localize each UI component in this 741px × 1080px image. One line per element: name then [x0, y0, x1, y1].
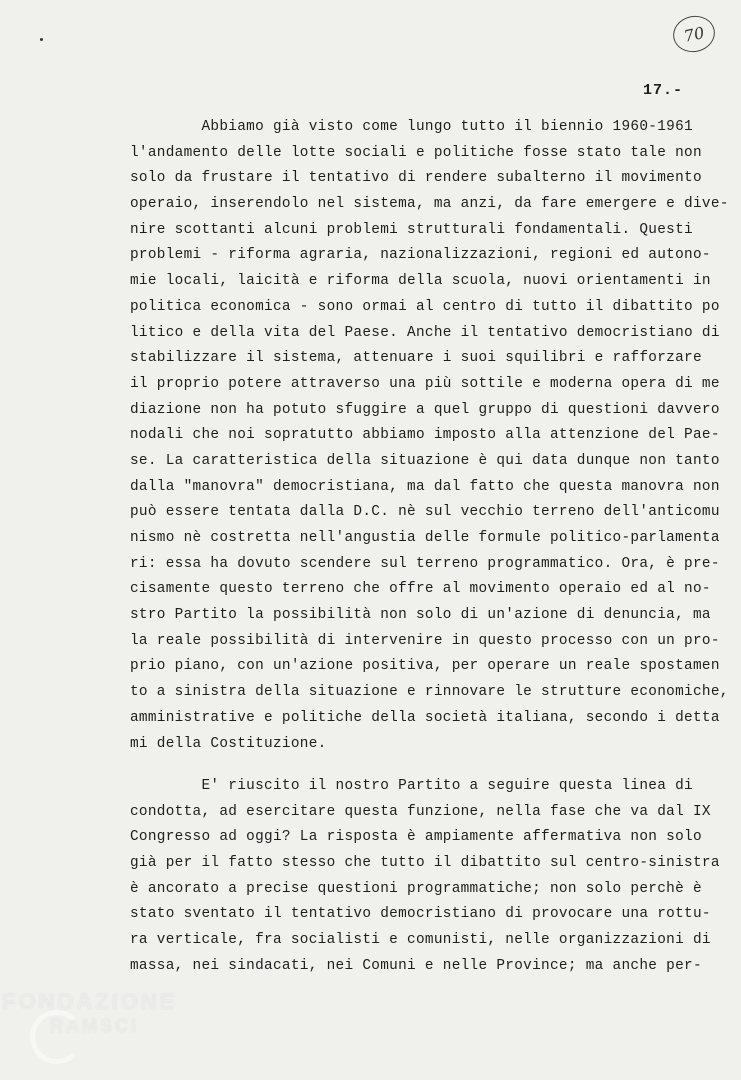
text-line: mie locali, laicità e riforma della scuola, nuovi orientamenti in [130, 273, 711, 290]
text-line: stabilizzare il sistema, attenuare i suoi squilibri e rafforzare [130, 350, 702, 367]
text-line: mi della Costituzione. [130, 735, 327, 752]
text-line: massa, nei sindacati, nei Comuni e nelle Province; ma anche per- [130, 957, 702, 974]
text-line: E' riuscito il nostro Partito a seguire questa linea di [130, 778, 693, 794]
archive-number-stamp [670, 12, 719, 56]
text-line: è ancorato a precise questioni programmatiche; non solo perchè è [130, 880, 702, 897]
text-line: problemi - riforma agraria, nazionalizzazioni, regioni ed autono- [130, 247, 711, 264]
text-line: solo da frustare il tentativo di rendere subalterno il movimento [130, 170, 702, 187]
text-line: diazione non ha potuto sfuggire a quel gruppo di questioni davvero [130, 401, 720, 418]
page-number: 17.- [643, 82, 684, 99]
watermark-line-1: FONDAZIONE [2, 989, 178, 1014]
text-line: cisamente questo terreno che offre al movimento operaio ed al no- [130, 581, 711, 598]
text-line: ra verticale, fra socialisti e comunisti, nelle organizzazioni di [130, 932, 711, 949]
text-line: operaio, inserendolo nel sistema, ma anzi, da fare emergere e dive- [130, 196, 729, 213]
paragraph-1 [130, 115, 729, 757]
paragraph-2 [130, 773, 720, 979]
text-line: già per il fatto stesso che tutto il dibattito sul centro-sinistra [130, 855, 720, 872]
text-line: to a sinistra della situazione e rinnovare le strutture economiche, [130, 684, 729, 701]
archive-watermark [2, 990, 177, 1038]
archive-number: 70 [682, 22, 706, 46]
text-line: condotta, ad esercitare questa funzione, nella fase che va dal IX [130, 803, 711, 820]
ink-dot [40, 38, 43, 41]
text-line: stato sventato il tentativo democristiano di provocare una rottu- [130, 906, 711, 923]
text-line: prio piano, con un'azione positiva, per operare un reale spostamen [130, 658, 720, 675]
text-line: ri: essa ha dovuto scendere sul terreno programmatico. Ora, è pre- [130, 555, 720, 572]
text-line: nismo nè costretta nell'angustia delle formule politico-parlamenta [130, 530, 720, 546]
text-line: il proprio potere attraverso una più sottile e moderna opera di me [130, 375, 720, 392]
text-line: nodali che noi sopratutto abbiamo imposto alla attenzione del Pae- [130, 427, 720, 444]
text-line: l'andamento delle lotte sociali e politiche fosse stato tale non [130, 144, 702, 161]
text-line: può essere tentata dalla D.C. nè sul vecchio terreno dell'anticomu [130, 504, 720, 521]
text-line: la reale possibilità di intervenire in questo processo con un pro- [130, 632, 720, 649]
text-line: dalla "manovra" democristiana, ma dal fatto che questa manovra non [130, 478, 720, 495]
text-line: se. La caratteristica della situazione è qui data dunque non tanto [130, 452, 720, 469]
text-line: politica economica - sono ormai al centro di tutto il dibattito po [130, 298, 720, 315]
text-line: nire scottanti alcuni problemi strutturali fondamentali. Questi [130, 221, 693, 238]
text-line: Abbiamo già visto come lungo tutto il biennio 1960-1961 [130, 119, 693, 135]
text-line: litico e della vita del Paese. Anche il tentativo democristiano di [130, 324, 720, 341]
text-line: amministrative e politiche della società italiana, secondo i detta [130, 709, 720, 726]
watermark-g-logo [30, 1010, 84, 1064]
text-line: Congresso ad oggi? La risposta è ampiamente affermativa non solo [130, 829, 702, 846]
watermark-line-2: RAMSCI [50, 1016, 139, 1036]
text-line: stro Partito la possibilità non solo di un'azione di denuncia, ma [130, 607, 711, 624]
